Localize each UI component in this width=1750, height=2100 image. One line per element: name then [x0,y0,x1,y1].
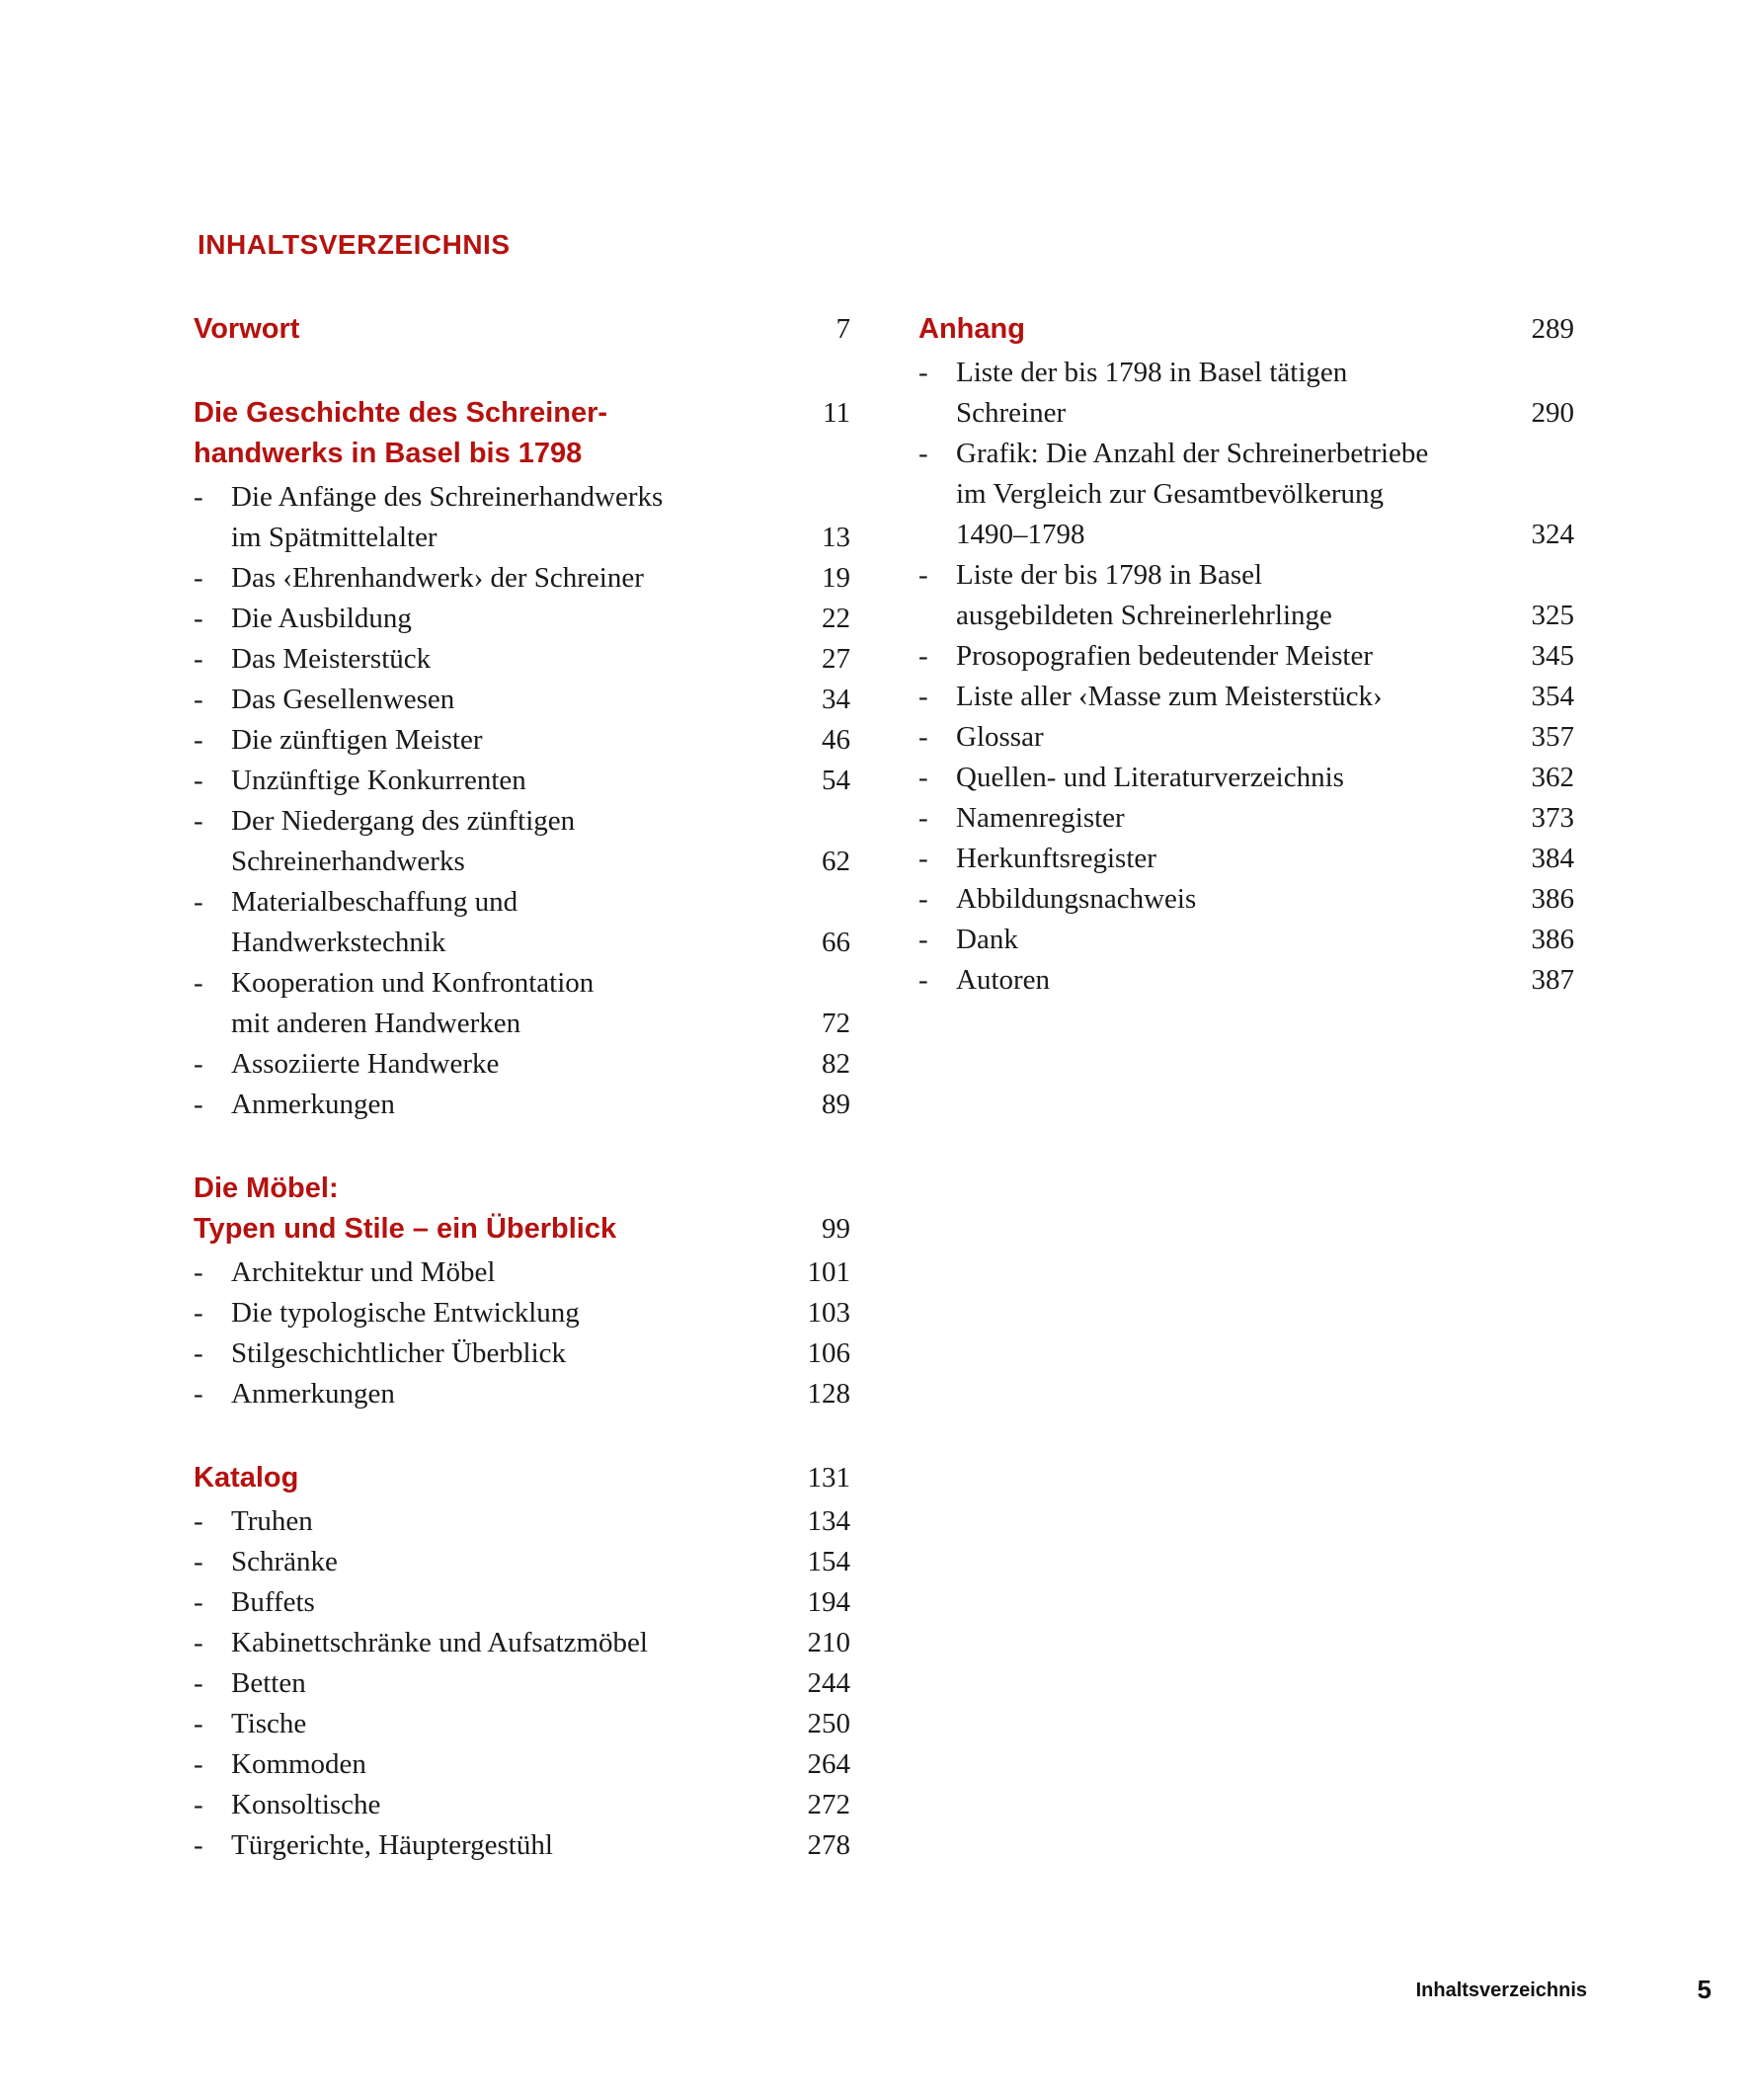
toc-entry-page: 72 [822,1008,850,1039]
toc-heading-page [759,1169,850,1209]
dash-marker: - [194,1586,203,1618]
toc-entry [194,1501,850,1542]
toc-entry-page [1483,353,1574,393]
dash-marker: - [194,1667,203,1699]
toc-entry-page [759,801,850,842]
toc-entry-page [759,963,850,1004]
dash-marker [918,474,956,515]
toc-entry-text: Anmerkungen [231,1378,395,1410]
toc-entry-page [759,882,850,923]
toc-entry [918,636,1574,677]
toc-entry-text: Liste der bis 1798 in Basel [956,559,1263,591]
footer-page-number: 5 [1697,1975,1711,2004]
toc-entry [918,798,1574,839]
dash-marker: - [194,603,203,634]
toc-section [194,1169,850,1414]
toc-entry [194,1085,850,1125]
toc-heading-row [194,434,850,474]
toc-heading-text: Die Möbel: [194,1172,339,1204]
page-title: INHALTSVERZEICHNIS [198,229,511,260]
dash-marker: - [918,438,928,469]
toc-entry-page: 325 [1531,600,1574,631]
toc-entry [918,353,1574,393]
toc-entry-text: ausgebildeten Schreinerlehrlinge [956,600,1332,631]
toc-entry-text: 1490–1798 [956,519,1085,550]
toc-entry-page: 101 [807,1256,850,1288]
toc-heading-page: 131 [807,1462,850,1494]
toc-entry-text: Namenregister [956,802,1125,834]
toc-entry-text: Prosopografien bedeutender Meister [956,640,1373,672]
dash-marker [194,1004,231,1044]
toc-entry [194,558,850,599]
dash-marker: - [918,559,928,591]
dash-marker: - [194,1089,203,1120]
toc-entry [194,518,850,558]
toc-entry [918,717,1574,758]
dash-marker: - [918,843,928,874]
dash-marker: - [194,805,203,837]
dash-marker: - [194,724,203,756]
toc-entry-text: Das Meisterstück [231,643,432,675]
toc-entry-page: 54 [822,765,850,796]
toc-entry [194,1374,850,1414]
toc-entry-text: Liste aller ‹Masse zum Meisterstück› [956,681,1383,712]
toc-entry-text: Tische [231,1708,307,1739]
toc-entry-text: Liste der bis 1798 in Basel tätigen [956,357,1348,388]
dash-marker: - [194,1378,203,1410]
toc-entry-page: 357 [1531,721,1574,753]
toc-entry-text: mit anderen Handwerken [231,1008,521,1039]
toc-entry-text: Assoziierte Handwerke [231,1048,500,1080]
toc-entry [194,1542,850,1582]
toc-entry-page: 134 [807,1505,850,1537]
toc-entry-page: 354 [1531,681,1574,712]
toc-entry [194,1333,850,1374]
toc-entry [918,515,1574,555]
dash-marker [194,518,231,558]
dash-marker: - [194,1048,203,1080]
toc-entry-page: 278 [807,1829,850,1861]
toc-entry [918,839,1574,879]
toc-entry-text: Die Anfänge des Schreinerhandwerks [231,481,664,513]
toc-entry [194,801,850,842]
toc-heading-page: 7 [835,313,850,345]
toc-entry [918,879,1574,920]
toc-entry-text: Grafik: Die Anzahl der Schreinerbetriebe [956,438,1429,469]
toc-entry-text: Truhen [231,1505,313,1537]
toc-entry-page: 154 [807,1546,850,1577]
toc-heading-page: 99 [822,1213,850,1245]
toc-entry-page: 386 [1531,883,1574,915]
toc-heading-row [194,309,850,350]
toc-entry-page: 250 [807,1708,850,1739]
toc-entry-text: Dank [956,924,1018,955]
toc-entry-text: Türgerichte, Häuptergestühl [231,1829,553,1861]
toc-heading-row [918,309,1574,350]
dash-marker: - [194,1297,203,1329]
toc-entry-page: 89 [822,1089,850,1120]
toc-entry-text: Die zünftigen Meister [231,724,483,756]
toc-entry-page: 22 [822,603,850,634]
toc-entry-page: 194 [807,1586,850,1618]
toc-entry [918,758,1574,798]
toc-items [194,477,850,1125]
toc-column-left [194,309,850,1866]
dash-marker: - [194,1337,203,1369]
dash-marker: - [918,762,928,793]
dash-marker: - [194,684,203,715]
toc-entry [194,963,850,1004]
toc-entry-text: Herkunftsregister [956,843,1156,874]
toc-entry-page: 386 [1531,924,1574,955]
toc-heading-page [759,434,850,474]
toc-heading-text: Katalog [194,1462,299,1494]
dash-marker [194,842,231,882]
toc-entry [194,761,850,801]
toc-entry [918,596,1574,636]
toc-entry-page: 19 [822,562,850,594]
toc-heading-text: Die Geschichte des Schreiner- [194,397,608,429]
dash-marker [194,923,231,963]
toc-entry-page: 13 [822,522,850,553]
toc-entry [194,1582,850,1623]
toc-heading-text: Anhang [918,313,1025,345]
dash-marker: - [918,357,928,388]
toc-section [918,309,1574,1001]
dash-marker: - [194,1748,203,1780]
toc-entry [194,1004,850,1044]
toc-entry-page: 46 [822,724,850,756]
toc-entry-page: 244 [807,1667,850,1699]
dash-marker: - [194,1789,203,1820]
toc-entry [194,842,850,882]
toc-entry-text: Handwerkstechnik [231,927,446,958]
toc-items [918,353,1574,1001]
toc-heading-text: Vorwort [194,313,300,345]
toc-items [194,1501,850,1866]
toc-entry-text: Kommoden [231,1748,366,1780]
toc-entry-text: Architektur und Möbel [231,1256,496,1288]
toc-entry-text: Quellen- und Literaturverzeichnis [956,762,1344,793]
toc-heading-row [194,393,850,434]
toc-entry-page: 387 [1531,964,1574,996]
dash-marker: - [918,721,928,753]
dash-marker [918,596,956,636]
dash-marker: - [194,1256,203,1288]
toc-heading-row [194,1169,850,1209]
toc-entry-page: 66 [822,927,850,958]
toc-entry-text: im Vergleich zur Gesamtbevölkerung [956,478,1385,510]
toc-entry [918,960,1574,1001]
toc-entry [194,1663,850,1704]
toc-entry-text: Der Niedergang des zünftigen [231,805,576,837]
toc-entry-text: Konsoltische [231,1789,381,1820]
toc-entry [194,1825,850,1866]
dash-marker [918,515,956,555]
dash-marker: - [194,1546,203,1577]
toc-entry [918,474,1574,515]
toc-heading-row [194,1209,850,1250]
dash-marker: - [918,681,928,712]
toc-entry-text: Stilgeschichtlicher Überblick [231,1337,567,1369]
toc-entry-text: Materialbeschaffung und [231,886,518,918]
toc-entry-page: 384 [1531,843,1574,874]
toc-entry-page: 34 [822,684,850,715]
toc-entry-text: Abbildungsnachweis [956,883,1197,915]
toc-entry [918,920,1574,960]
toc-entry [194,1704,850,1744]
dash-marker: - [918,924,928,955]
toc-heading-text: handwerks in Basel bis 1798 [194,438,583,469]
dash-marker: - [194,1708,203,1739]
toc-entry-page: 27 [822,643,850,675]
dash-marker: - [194,967,203,999]
dash-marker: - [194,1829,203,1861]
toc-entry-page: 345 [1531,640,1574,672]
toc-entry [194,923,850,963]
toc-entry-page: 290 [1531,397,1574,429]
toc-entry-text: Die typologische Entwicklung [231,1297,580,1329]
toc-entry-page: 272 [807,1789,850,1820]
toc-entry [194,1293,850,1333]
toc-entry-text: Buffets [231,1586,315,1618]
toc-entry-text: im Spätmittelalter [231,522,438,553]
toc-entry-page: 373 [1531,802,1574,834]
toc-entry-text: Anmerkungen [231,1089,395,1120]
dash-marker: - [194,765,203,796]
dash-marker: - [918,883,928,915]
dash-marker: - [194,1627,203,1658]
toc-entry-page: 210 [807,1627,850,1658]
toc-entry-page: 103 [807,1297,850,1329]
toc-entry-text: Glossar [956,721,1044,753]
toc-entry [194,1623,850,1663]
toc-items [194,1252,850,1414]
toc-heading-row [194,1458,850,1498]
toc-entry [194,1785,850,1825]
toc-entry [194,1252,850,1293]
dash-marker: - [194,481,203,513]
toc-section [194,309,850,350]
dash-marker: - [194,886,203,918]
toc-entry-text: Die Ausbildung [231,603,412,634]
toc-entry-page: 128 [807,1378,850,1410]
dash-marker [918,393,956,434]
toc-entry-text: Schreiner [956,397,1067,429]
toc-entry [918,393,1574,434]
toc-entry [918,677,1574,717]
toc-entry-text: Autoren [956,964,1051,996]
toc-entry-page: 362 [1531,762,1574,793]
toc-entry-page [759,477,850,518]
toc-entry [194,477,850,518]
dash-marker: - [194,643,203,675]
toc-heading-page: 11 [823,397,850,429]
toc-entry-page: 264 [807,1748,850,1780]
dash-marker: - [918,640,928,672]
toc-entry-text: Schreinerhandwerks [231,846,465,877]
toc-entry [194,720,850,761]
dash-marker: - [194,1505,203,1537]
dash-marker: - [918,802,928,834]
dash-marker: - [918,964,928,996]
toc-entry [194,639,850,680]
toc-entry [194,1044,850,1085]
toc-entry-text: Unzünftige Konkurrenten [231,765,526,796]
toc-entry [918,555,1574,596]
toc-entry [918,434,1574,474]
toc-entry-text: Schränke [231,1546,338,1577]
toc-entry-page [1483,474,1574,515]
toc-heading-text: Typen und Stile – ein Überblick [194,1213,617,1245]
toc-column-right [918,309,1574,1001]
toc-entry [194,599,850,639]
toc-entry-page: 82 [822,1048,850,1080]
footer-section-label: Inhaltsverzeichnis [1415,1979,1587,2001]
toc-entry-page [1483,434,1574,474]
toc-entry-text: Das ‹Ehrenhandwerk› der Schreiner [231,562,644,594]
toc-entry-text: Kooperation und Konfrontation [231,967,595,999]
toc-entry [194,1744,850,1785]
toc-entry [194,680,850,720]
toc-entry-text: Kabinettschränke und Aufsatzmöbel [231,1627,648,1658]
dash-marker: - [194,562,203,594]
toc-entry-page [1483,555,1574,596]
toc-entry-text: Betten [231,1667,306,1699]
toc-entry-page: 62 [822,846,850,877]
toc-entry-page: 324 [1531,519,1574,550]
toc-heading-page: 289 [1531,313,1574,345]
toc-section [194,1458,850,1866]
toc-entry [194,882,850,923]
toc-entry-page: 106 [807,1337,850,1369]
toc-section [194,393,850,1125]
toc-entry-text: Das Gesellenwesen [231,684,455,715]
